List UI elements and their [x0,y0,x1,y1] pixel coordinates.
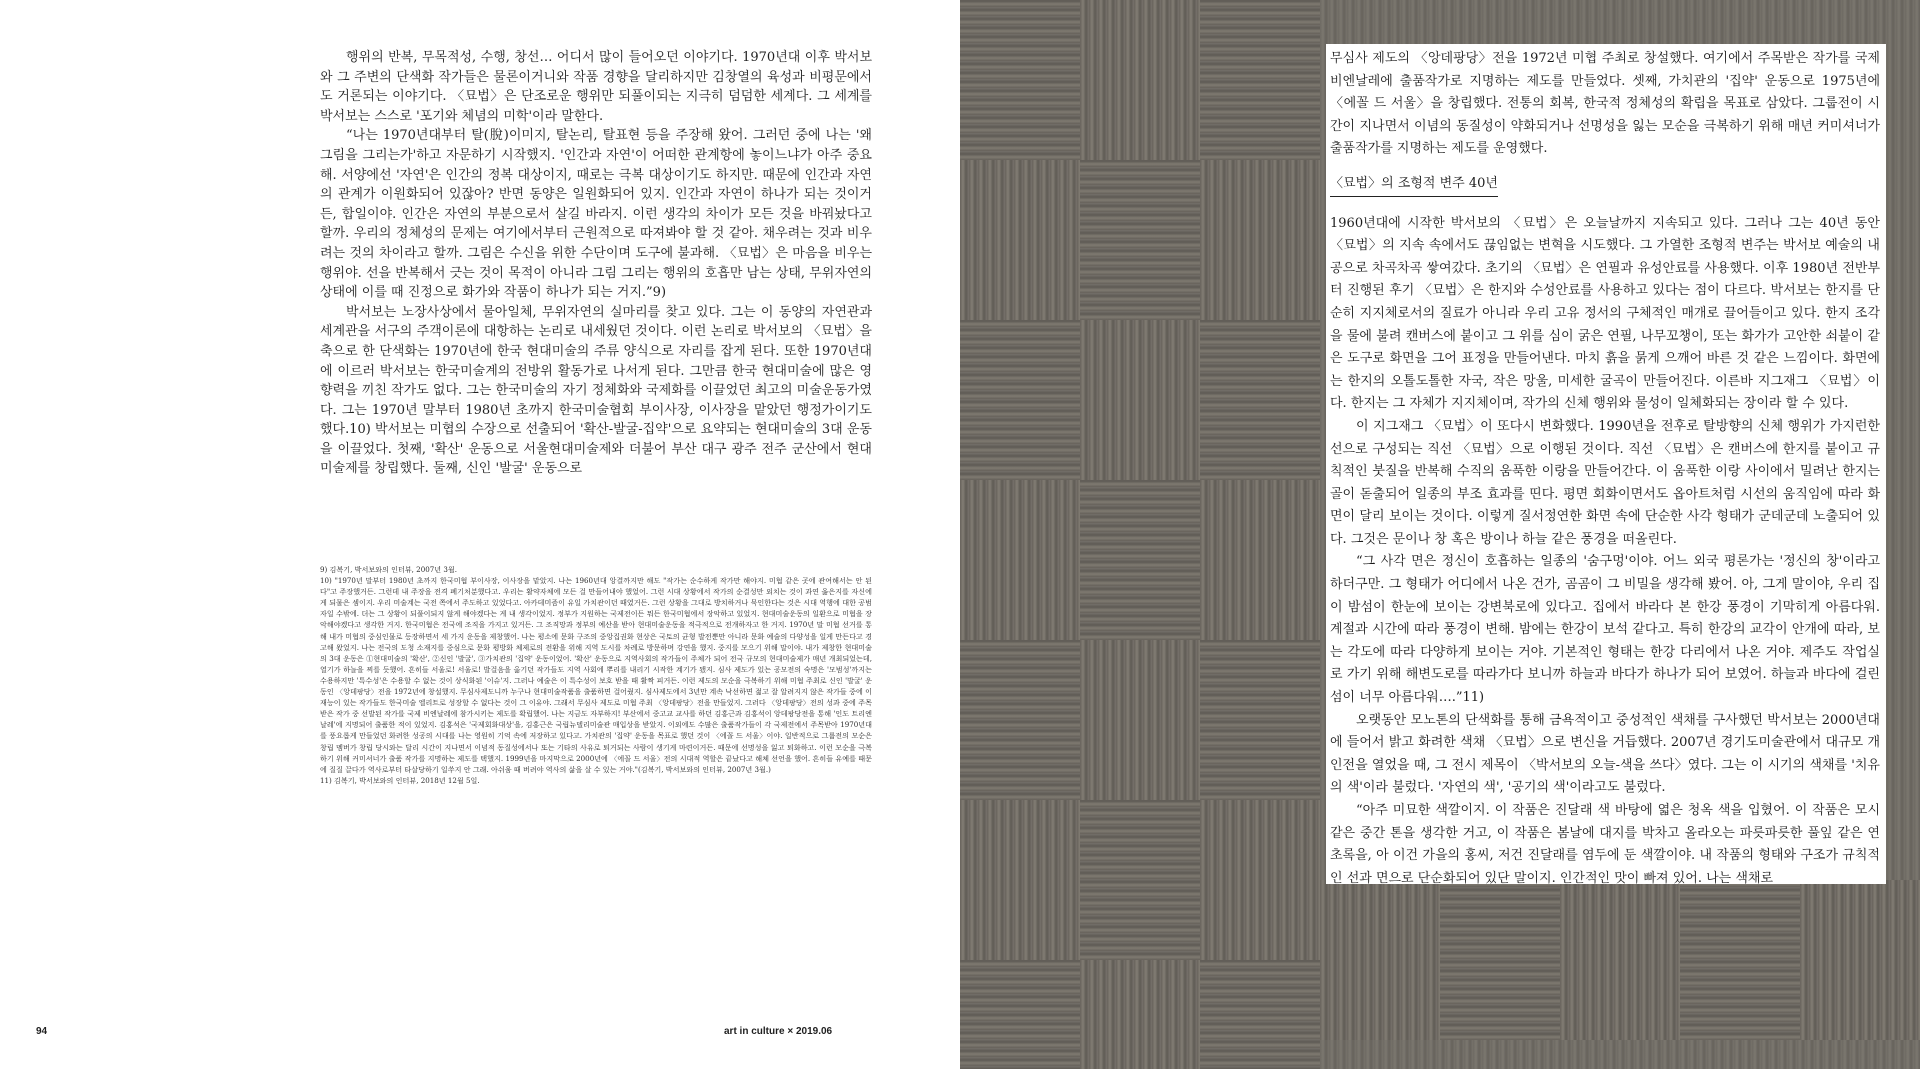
artwork-tile [1440,880,1560,1040]
artwork-tile [1320,880,1440,1040]
right-paragraph: 1960년대에 시작한 박서보의 〈묘법〉은 오늘날까지 지속되고 있다. 그러나 그는 40년 동안 〈묘법〉의 지속 속에서도 끊임없는 변혁을 시도했다. 그 가열한 조형적 변주는 박서보 예술의 내공으로 차곡차곡 쌓여갔다. 초기의 〈묘법〉은 연필과 유성안료를 사용했다. 이후 1980년 전반부터 진행된 후기 〈묘법〉은 한지와 수성안료를 사용하고 있다는 점이 다르다. 박서보는 한지를 단순히 지지체로서의 질료가 아니라 우리 고유 정서의 구체적인 매개로 끌어들이고 있다. 한지 조각을 물에 불려 캔버스에 붙이고 그 위를 심이 굵은 연필, 나무꼬챙이, 또는 화가가 고안한 쇠붙이 같은 도구로 화면을 그어 표정을 만들어낸다. 마치 흙을 묽게 으깨어 바른 것 같은 느낌이다. 화면에는 한지의 오톨도톨한 자국, 작은 망울, 미세한 굴곡이 만들어진다. 이른바 지그재그 〈묘법〉이다. 한지는 그 자체가 지지체이며, 작가의 신체 행위와 물성이 일체화되는 장이라 할 수 있다. [1330,215,1880,412]
artwork-tile [1080,480,1200,640]
artwork-tile [960,160,1080,320]
artwork-tile [1080,0,1200,160]
footnotes [320,564,872,786]
artwork-tile [960,640,1080,800]
right-paragraph: “아주 미묘한 색깔이지. 이 작품은 진달래 색 바탕에 엷은 청옥 색을 입혔어. 이 작품은 모시 같은 중간 톤을 생각한 거고, 이 작품은 봄날에 대지를 박차고 올라오는 파릇파릇한 풀잎 같은 연초록을, 아 이건 가을의 홍씨, 저건 진달래를 염두에 둔 색깔이야. 내 작품의 형태와 구조가 규칙적인 선과 면으로 단순화되어 있단 말이지. 인간적인 맛이 빠져 있어. 나는 색채로 [1330,803,1880,886]
artwork-tile [960,0,1080,160]
artwork-tile [960,960,1080,1069]
artwork-tile [960,320,1080,480]
right-paragraph: 이 지그재그 〈묘법〉이 또다시 변화했다. 1990년을 전후로 탈방향의 신체 행위가 가지런한 선으로 구성되는 직선 〈묘법〉으로 이행된 것이다. 직선 〈묘법〉은 캔버스에 한지를 붙이고 규칙적인 붓질을 반복해 수직의 움푹한 이랑을 만들어간다. 이 움푹한 이랑 사이에서 밀려난 한지는 골이 돋출되어 일종의 부조 효과를 띤다. 평면 회화이면서도 옵아트처럼 시선의 움직임에 따라 화면이 달리 보이는 것이다. 이렇게 질서정연한 화면 속에 단순한 사각 형태가 군데군데 노출되어 있다. 그것은 문이나 창 혹은 방이나 하늘 같은 풍경을 떠올린다. [1330,418,1880,547]
artwork-tile [960,480,1080,640]
artwork-tile [1200,160,1320,320]
artwork-tile [1200,480,1320,640]
footnote-11: 11) 김복기, 박서보와의 인터뷰, 2018년 12월 5일. [320,775,480,785]
artwork-tile [1080,640,1200,800]
right-paragraph: 오랫동안 모노톤의 단색화를 통해 금욕적이고 중성적인 색채를 구사했던 박서보는 2000년대에 들어서 밝고 화려한 색채 〈묘법〉으로 변신을 거듭했다. 2007년 경기도미술관에서 대규모 개인전을 열었을 때, 그 전시 제목이 〈박서보의 오늘-색을 쓰다〉였다. 그는 이 시기의 색채를 '치유의 색'이라 불렀다. '자연의 색', '공기의 색'이라고도 불렀다. [1330,712,1880,796]
section-subhead: 〈묘법〉의 조형적 변주 40년 [1330,173,1498,197]
artwork-tile [1200,960,1320,1069]
artwork-tile [1080,160,1200,320]
footnote-10: 10) "1970년 말부터 1980년 초까지 한국미협 부이사장, 이사장을 맡았지. 나는 1960년대 앙결까지만 해도 "작가는 순수하게 작가만 해야지. 미협 같은 곳에 관여해서는 안 된다"고 주장했거든. 그런데 내 주장을 전격 폐기처분했다고. 우리는 활약자체에 모든 걸 만들어내야 했었어. 그런 시대 상황에서 작가의 순결성만 외치는 것이 과연 옳은지를 자신에게 되물은 셈이지. 우리 미술계는 국전 쪽에서 주도하고 있었다고. 아카데미즘이 유일 가치관이던 때였거든. 그런 상황을 그대로 방치하거나 묵인한다는 것은 시대 역행에 대한 공범자일 수밖에. 더는 그 상황이 되풀이되지 않게 해야겠다는 게 내 생각이었지. 정부가 지원하는 국제전이든 뭐든 한국미협에서 장악하고 있었지. 현대미술운동의 일환으로 미협을 장악해야겠다고 생각한 거지. 한국미협은 전국에 조직을 가지고 있거든. 그 조직망과 정부의 예산을 받아 현대미술운동을 적극적으로 전개하자고 한 거지. 1970년 말 미협 선거를 통해 내가 미협의 중심인물로 등장하면서 세 가지 운동을 제창했어. 나는 평소에 문화 구조의 중앙집권화 현상은 국토의 균형 발전뿐만 아니라 문화 예술의 다양성을 일게 만든다고 경고해 왔었지. 나는 전국의 도청 소재지를 중심으로 문화 평방화 체제로의 전환을 위해 지역 도시를 차례로 방문하며 강연을 했지. 중지를 모으기 위해 말이야. 내가 제창한 현대미술의 3대 운동은 ①현대미술의 '확산', ②신인 '발굴', ③가치관의 '집약' 운동이었어. '확산' 운동으로 지역사회의 작가들이 주체가 되어 전국 규모의 현대미술제가 매년 개최되었는데, 열기가 하늘을 찌를 듯했어. 흔히들 서울로! 서울로! 발걸음을 옮기던 작가들도 지역 사회에 뿌리를 내리기 시작한 계기가 됐지. 심사 제도가 있는 공모전의 숙명은 '모범성'까지는 수용하지만 '특수성'은 수용할 수 없는 것이 상식화된 '이슈'지. 그러나 예술은 이 특수성이 보호 받을 때 활짝 피거든. 이런 제도의 모순을 극복하기 위해 미협 주최로 신인 '발굴' 운동인 〈앙데팡당〉전을 1972년에 창설했지. 무심사제도니까 누구나 현대미술작품을 출품하면 걸어줬지. 심사제도에서 3년만 계속 낙선하면 젊고 잘 알려지지 않은 작가들 중에 이 재능이 있는 작가들도 한국미술 엘리트로 성장할 수 없다는 것이 그 이유야. 그래서 무심사 제도로 미협 주최 〈앙데팡당〉전을 만들었지. 그러다 〈앙데팡당〉전의 성과 중에 주목받은 작가 중 선발된 작가를 국제 비엔날레에 참가시키는 제도를 확립했어. 나는 지금도 자부하지! 부산에서 중고교 교사를 하던 김홍근과 김홍석이 앙데팡당전을 통해 '인도 트리엔날레'에 지명되어 출품한 적이 있었지. 김홍석은 '국제회화대상'을, 김홍근은 국립뉴델리미술관 매입상을 받았지. 이외에도 수많은 출품작가들이 각 국제전에서 주목받아 1970년대를 풍요롭게 만들었던 화려한 성공의 시대를 나는 영원히 기억 속에 저장하고 있다고. 가치관의 '집약' 운동을 목표로 했던 것이 〈에꼴 드 서울〉이야. 일반적으로 그룹전의 모순은 창립 멤버가 창립 당시와는 달리 시간이 지나면서 이념적 동질성에서나 또는 기타의 사유로 퇴거되는 사람이 생기게 마련이거든. 때문에 선명성을 잃고 퇴화하고. 이런 모순을 극복하기 위해 커미셔너가 출품 작가를 지명하는 제도를 택했지. 1999년을 마지막으로 2000년에 〈에꼴 드 서울〉전의 시대적 역할은 끝났다고 해체 선언을 했어. 흔히들 유예를 때문에 질질 끌다가 역사로부터 타살당하기 일쑤지 안 그래. 아쉬움 때 버려야 역사의 삶을 살 수 있는 거야."(김복기, 박서보와의 인터뷰, 2007년 3월.) [320,576,873,774]
artwork-tile [1080,320,1200,480]
left-paragraph: 박서보는 노장사상에서 물아일체, 무위자연의 실마리를 찾고 있다. 그는 이 동양의 자연관과 세계관을 서구의 주객이론에 대항하는 논리로 내세웠던 것이다. 이런 논리로 박서보의 〈묘법〉을 축으로 한 단색화는 1970년에 한국 현대미술의 주류 양식으로 자리를 잡게 된다. 또한 1970년대에 이르러 박서보는 한국미술계의 전방위 활동가로 나서게 된다. 그만큼 한국 현대미술에 많은 영향력을 끼친 작가도 없다. 그는 한국미술의 자기 정체화와 국제화를 이끌었던 최고의 미술운동가였다. 그는 1970년 말부터 1980년 초까지 한국미술협회 부이사장, 이사장을 맡았던 행정가이기도 했다.10) 박서보는 미협의 수장으로 선출되어 '확산-발굴-집약'으로 요약되는 현대미술의 3대 운동을 이끌었다. 첫째, '확산' 운동으로 서울현대미술제와 더불어 부산 대구 광주 전주 군산에서 현대미술제를 창립했다. 둘째, 신인 '발굴' 운동으로 [320,304,873,477]
right-intro: 무심사 제도의 〈앙데팡당〉전을 1972년 미협 주최로 창설했다. 여기에서 주목받은 작가를 국제 비엔날레에 출품작가로 지명하는 제도를 만들었다. 셋째, 가치관의 '집약' 운동으로 1975년에 〈에꼴 드 서울〉을 창립했다. 전통의 회복, 한국적 정체성의 확립을 목표로 삼았다. 그룹전이 시간이 지나면서 이념의 동질성이 약화되거나 선명성을 잃는 모순을 극복하기 위해 매년 커미셔너가 출품작가를 지명하는 제도를 운영했다. [1330,51,1880,157]
artwork-tile [1200,640,1320,800]
artwork-tile [1200,320,1320,480]
artwork-tile [1080,960,1200,1069]
artwork-tile [1080,800,1200,960]
artwork-tile [1200,0,1320,160]
page-number: 94 [36,1026,48,1037]
left-paragraph: “나는 1970년대부터 탈(脫)이미지, 탈논리, 탈표현 등을 주장해 왔어. 그러던 중에 나는 '왜 그림을 그리는가'하고 자문하기 시작했지. '인간과 자연'이 어떠한 관계항에 놓이느냐가 아주 중요해. 서양에선 '자연'은 인간의 정복 대상이지, 때로는 극복 대상이기도 하지만. 때문에 인간과 자연의 관계가 이원화되어 있잖아? 반면 동양은 일원화되어 있지. 인간과 자연이 하나가 되는 것이거든, 합일이야. 인간은 자연의 부분으로서 살길 바라지. 이런 생각의 차이가 모든 것을 바꿔놨다고 할까. 우리의 정체성의 문제는 여기에서부터 근원적으로 따져봐야 할 것 같아. 채우려는 것과 비우려는 것의 차이라고 할까. 그림은 수신을 위한 수단이며 도구에 불과해. 〈묘법〉은 마음을 비우는 행위야. 선을 반복해서 긋는 것이 목적이 아니라 그림 그리는 행위의 호흡만 남는 상태, 무위자연의 상태에 이를 때 진정으로 화가와 작품이 하나가 되는 거지.”9) [320,128,872,301]
footnote-9: 9) 김복기, 박서보와의 인터뷰, 2007년 3월. [320,565,457,574]
left-body-text [320,48,872,479]
artwork-tile [1200,800,1320,960]
artwork-tile [960,800,1080,960]
artwork-tile [1560,880,1680,1040]
artwork-tile [1800,880,1920,1040]
left-paragraph: 행위의 반복, 무목적성, 수행, 창선… 어디서 많이 들어오던 이야기다. 1970년대 이후 박서보와 그 주변의 단색화 작가들은 물론이거니와 작품 경향을 달리하지만 김창열의 육성과 비평문에서도 거론되는 이야기다. 〈묘법〉은 단조로운 행위만 되풀이되는 지극히 덤덤한 세계다. 그 세계를 박서보는 스스로 '포기와 체념의 미학'이라 말한다. [320,50,872,124]
right-paragraph: “그 사각 면은 정신이 호흡하는 일종의 '숨구멍'이야. 어느 외국 평론가는 '정신의 창'이라고 하더구만. 그 형태가 어디에서 나온 건가, 곰곰이 그 비밀을 생각해 봤어. 아, 그게 말이야, 우리 집이 밤섬이 한눈에 보이는 강변북로에 있다고. 집에서 바라다 본 한강 풍경이 기막히게 아름다워. 계절과 시간에 따라 풍경이 변해. 밤에는 한강이 보석 같다고. 특히 한강의 교각이 안개에 따라, 보는 각도에 따라 다양하게 보이는 거야. 기본적인 형태는 한강 다리에서 나온 거야. 제주도 작업실로 가기 위해 해변도로를 따라가다 보니까 하늘과 바다가 하나가 되어 보였어. 하늘과 바다에 걸린 섬이 너무 아름다워….”11) [1330,554,1880,706]
magazine-issue: art in culture × 2019.06 [724,1026,833,1037]
artwork-tile [1680,880,1800,1040]
right-text-box [1326,44,1886,884]
